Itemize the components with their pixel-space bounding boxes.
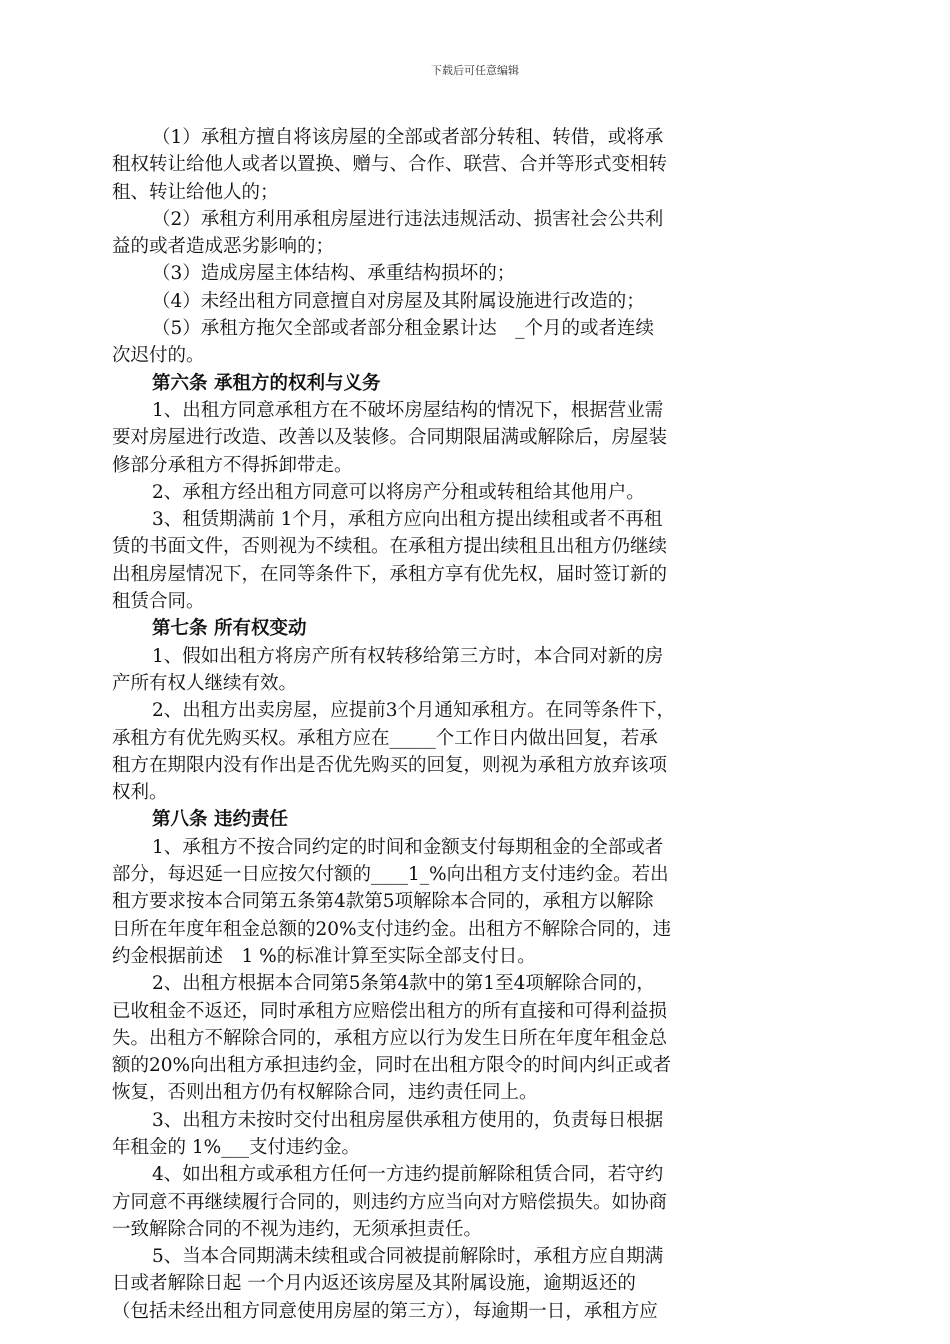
text-line: 租、转让给他人的；: [112, 181, 279, 203]
text-line: 部分，每迟延一日应按欠付额的____1_%向出租方支付违约金。若出: [112, 864, 669, 886]
text-line: 1、承租方不按合同约定的时间和金额支付每期租金的全部或者: [152, 836, 664, 858]
text-line: 1、假如出租方将房产所有权转移给第三方时，本合同对新的房: [152, 645, 664, 667]
text-line: （2）承租方利用承租房屋进行违法违规活动、损害社会公共利: [152, 208, 664, 230]
text-line: 约金根据前述 1 %的标准计算至实际全部支付日。: [112, 945, 536, 967]
text-line: 年租金的 1%___支付违约金。: [112, 1136, 360, 1158]
text-line: 方同意不再继续履行合同的，则违约方应当向对方赔偿损失。如协商: [112, 1191, 668, 1213]
text-line: 益的或者造成恶劣影响的；: [112, 236, 335, 258]
section-heading: 第六条 承租方的权利与义务: [152, 372, 381, 394]
text-line: 2、出租方根据本合同第5条第4款中的第1至4项解除合同的，: [152, 973, 655, 995]
page-header: 下载后可任意编辑: [431, 64, 519, 77]
text-line: 承租方有优先购买权。承租方应在_____个工作日内做出回复，若承: [112, 727, 658, 749]
text-line: （4）未经出租方同意擅自对房屋及其附属设施进行改造的；: [152, 290, 645, 312]
text-line: 一致解除合同的不视为违约，无须承担责任。: [112, 1218, 483, 1240]
text-line: 3、出租方未按时交付出租房屋供承租方使用的，负责每日根据: [152, 1109, 664, 1131]
text-line: （包括未经出租方同意使用房屋的第三方），每逾期一日，承租方应: [112, 1300, 658, 1322]
document-body: [112, 124, 818, 1325]
text-line: 修部分承租方不得拆卸带走。: [112, 454, 353, 476]
text-line: 已收租金不返还，同时承租方应赔偿出租方的所有直接和可得利益损: [112, 1000, 668, 1022]
text-line: （3）造成房屋主体结构、承重结构损坏的；: [152, 263, 516, 285]
text-line: 额的20%向出租方承担违约金，同时在出租方限令的时间内纠正或者: [112, 1055, 672, 1077]
text-line: 次迟付的。: [112, 345, 205, 367]
text-line: 出租房屋情况下，在同等条件下，承租方享有优先权，届时签订新的: [112, 563, 668, 585]
text-line: 要对房屋进行改造、改善以及装修。合同期限届满或解除后，房屋装: [112, 427, 668, 449]
text-line: 日或者解除日起 一个月内返还该房屋及其附属设施，逾期返还的: [112, 1273, 636, 1295]
section-heading: 第七条 所有权变动: [152, 618, 307, 640]
text-line: 2、承租方经出租方同意可以将房产分租或转租给其他用户。: [152, 481, 645, 503]
text-line: 恢复，否则出租方仍有权解除合同，违约责任同上。: [112, 1082, 538, 1104]
text-line: 5、当本合同期满未续租或合同被提前解除时，承租方应自期满: [152, 1246, 664, 1268]
text-line: 权利。: [112, 782, 168, 804]
text-line: 1、出租方同意承租方在不破坏房屋结构的情况下，根据营业需: [152, 399, 664, 421]
text-line: 租赁合同。: [112, 591, 205, 613]
text-line: 失。出租方不解除合同的，承租方应以行为发生日所在年度年租金总: [112, 1027, 668, 1049]
text-line: 租方在期限内没有作出是否优先购买的回复，则视为承租方放弃该项: [112, 754, 668, 776]
text-line: （1）承租方擅自将该房屋的全部或者部分转租、转借，或将承: [152, 127, 664, 148]
section-heading: 第八条 违约责任: [152, 809, 288, 831]
text-line: 2、出租方出卖房屋，应提前3个月通知承租方。在同等条件下，: [152, 700, 676, 722]
text-line: （5）承租方拖欠全部或者部分租金累计达 _个月的或者连续: [152, 318, 655, 340]
text-line: 产所有权人继续有效。: [112, 672, 298, 694]
text-line: 3、租赁期满前 1个月，承租方应向出租方提出续租或者不再租: [152, 509, 663, 531]
text-line: 赁的书面文件，否则视为不续租。在承租方提出续租且出租方仍继续: [112, 536, 668, 558]
text-line: 租权转让给他人或者以置换、赠与、合作、联营、合并等形式变相转: [112, 154, 668, 176]
text-line: 日所在年度年租金总额的20%支付违约金。出租方不解除合同的，违: [112, 918, 672, 940]
text-line: 4、如出租方或承租方任何一方违约提前解除租赁合同，若守约: [152, 1164, 664, 1186]
text-line: 租方要求按本合同第五条第4款第5项解除本合同的，承租方以解除: [112, 891, 654, 913]
